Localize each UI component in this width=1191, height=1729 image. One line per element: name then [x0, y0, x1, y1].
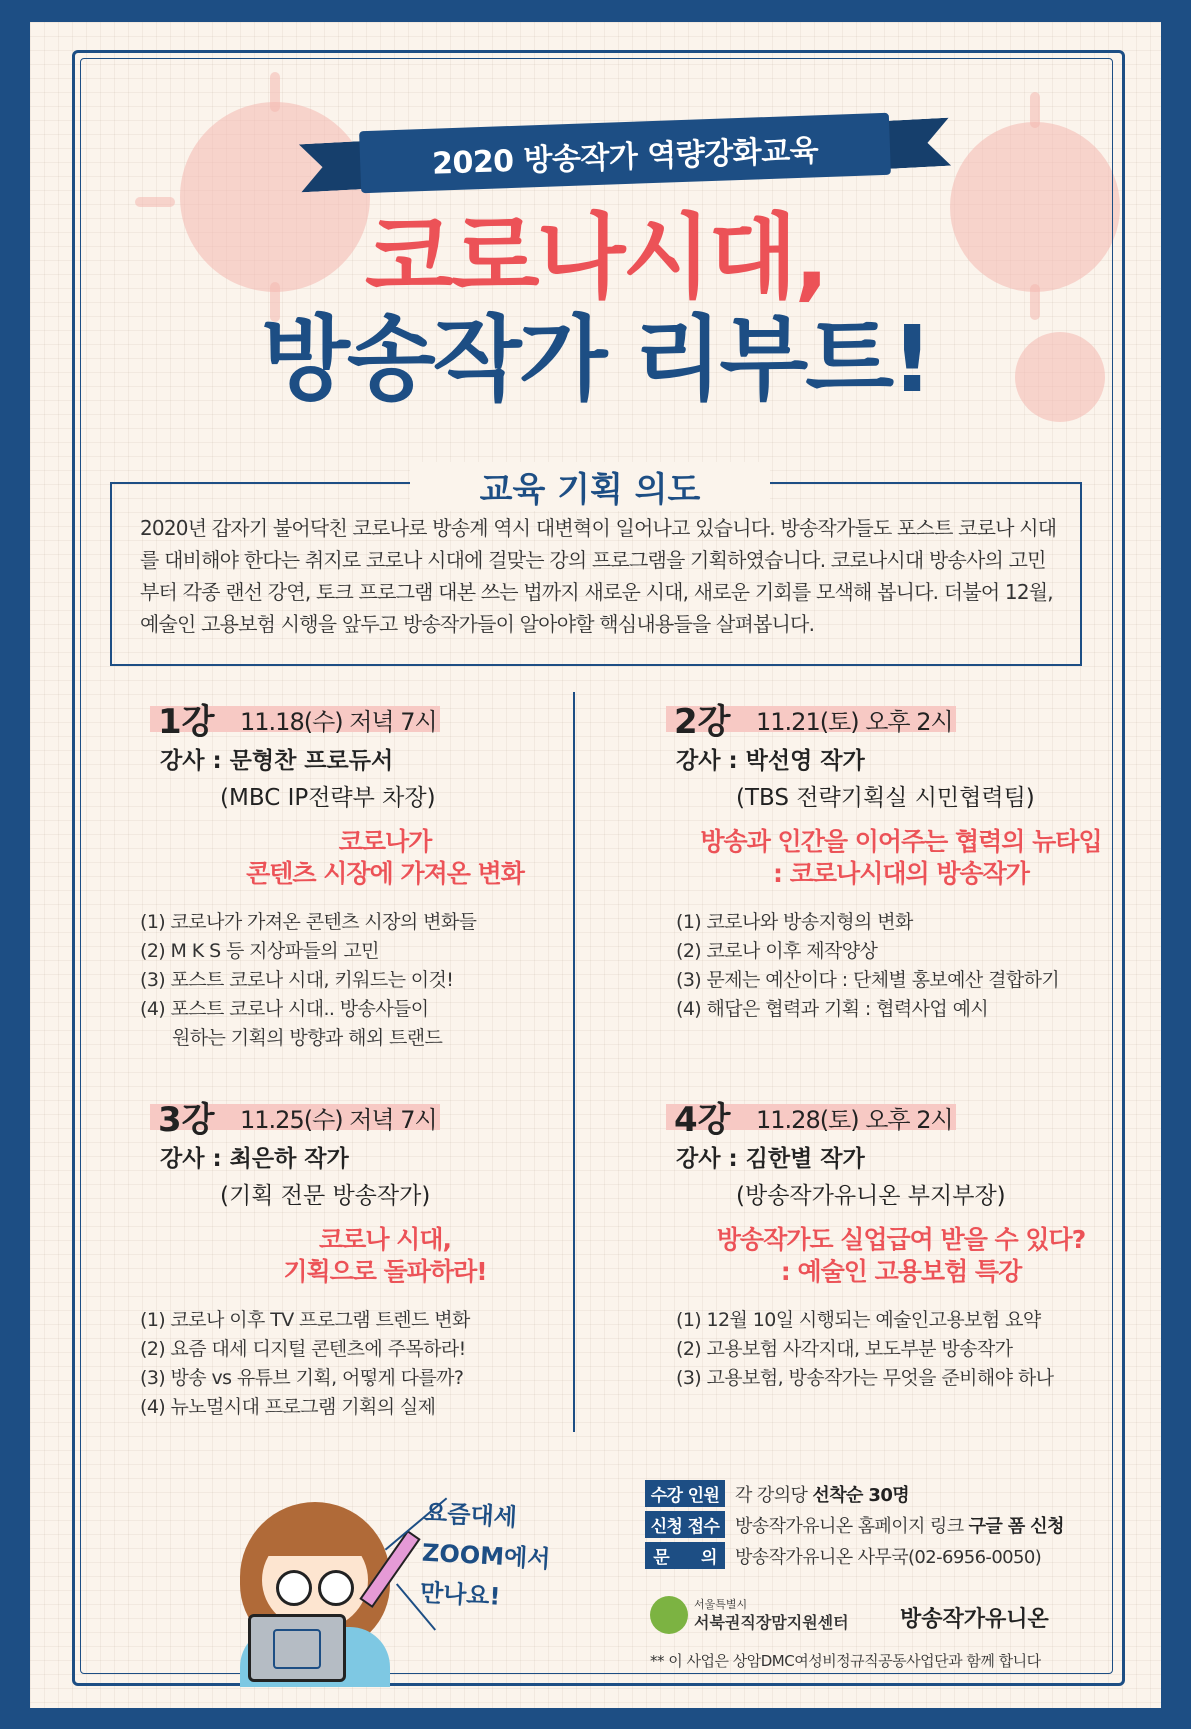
org1-logo-text — [694, 1596, 849, 1632]
lecturer: 강사 : 김한별 작가 — [676, 1146, 865, 1172]
list-item: (1) 코로나와 방송지형의 변화 — [676, 911, 913, 933]
info-apply — [645, 1511, 1125, 1542]
lecture-4 — [666, 1092, 1136, 1393]
main-title-line1: 코로나시대, — [364, 204, 827, 311]
list-item: (2) 요즘 대세 디지털 콘텐츠에 주목하라! — [140, 1338, 466, 1360]
list-item: (3) 문제는 예산이다 : 단체별 홍보예산 결합하기 — [676, 969, 1060, 991]
lecture-number: 3강 — [158, 1100, 215, 1140]
intent-heading: 교육 기획 의도 — [410, 462, 770, 511]
lecture-header — [150, 1092, 620, 1140]
lecture-date: 11.28(토) 오후 2시 — [756, 1106, 953, 1134]
list-item: (2) 고용보험 사각지대, 보도부분 방송작가 — [676, 1338, 1013, 1360]
lecture-header — [666, 1092, 1136, 1140]
lecturer-affiliation: (방송작가유니온 부지부장) — [736, 1183, 1006, 1209]
topic-line: 방송작가도 실업급여 받을 수 있다? — [716, 1225, 1086, 1254]
lecture-3 — [140, 1092, 620, 1422]
topic-line: 코로나가 — [338, 827, 432, 856]
glasses-icon — [276, 1570, 312, 1606]
list-item: 원하는 기획의 방향과 해외 트랜드 — [172, 1027, 443, 1049]
topic-line: 코로나 시대, — [319, 1225, 451, 1254]
org1-logo-icon — [650, 1596, 688, 1634]
contact-text: 방송작가유니온 사무국(02-6956-0050) — [735, 1547, 1042, 1568]
org1-small: 서울특별시 — [694, 1598, 748, 1611]
lecture-items — [140, 908, 620, 1053]
list-item: (2) M K S 등 지상파들의 고민 — [140, 940, 379, 962]
footnote: ** 이 사업은 상암DMC여성비정규직공동사업단과 함께 합니다 — [650, 1652, 1041, 1670]
topic-line: 콘텐츠 시장에 가져온 변화 — [246, 859, 524, 888]
lecture-topic — [666, 1224, 1136, 1288]
capacity-text: 각 강의당 — [735, 1485, 813, 1506]
zoom-line: 만나요! — [419, 1578, 502, 1611]
lecturer: 강사 : 최은하 작가 — [160, 1146, 349, 1172]
lecture-2 — [666, 694, 1136, 1024]
list-item: (2) 코로나 이후 제작양상 — [676, 940, 878, 962]
zoom-line: 요즘대세 — [423, 1498, 518, 1532]
apply-link[interactable]: 구글 폼 신청 — [968, 1516, 1064, 1537]
lecture-topic — [150, 1224, 620, 1288]
glasses-icon — [318, 1570, 354, 1606]
lecturer: 강사 : 박선영 작가 — [676, 748, 865, 774]
list-item: (3) 고용보험, 방송작가는 무엇을 준비해야 하나 — [676, 1367, 1054, 1389]
intent-text: 2020년 갑자기 불어닥친 코로나로 방송계 역시 대변혁이 일어나고 있습니다. 방송작가들도 포스트 코로나 시대를 대비해야 한다는 취지로 코로나 시대에 걸맞는 강의 프로그램을 기획하였습니다. 코로나시대 방송사의 고민부터 각종 랜선 강연, 토크 프로그램 대본 쓰는 법까지 새로운 시대, 새로운 기회를 모색해 봅니다. 더불어 12월, 예술인 고용보험 시행을 앞두고 방송작가들이 알아야할 핵심내용들을 살펴봅니다. — [140, 516, 1057, 636]
laptop-logo-icon — [273, 1629, 321, 1669]
poster — [30, 22, 1161, 1708]
info-contact — [645, 1542, 1125, 1573]
lecturer-affiliation: (MBC IP전략부 차장) — [220, 785, 436, 811]
apply-tag: 신청 접수 — [645, 1511, 725, 1538]
lecture-number: 2강 — [674, 702, 731, 742]
topic-line: : 코로나시대의 방송작가 — [773, 859, 1029, 888]
title-ribbon — [300, 110, 950, 202]
lecturer-affiliation: (기획 전문 방송작가) — [220, 1183, 431, 1209]
zoom-line: ZOOM에서 — [421, 1538, 552, 1574]
lecture-header — [666, 694, 1136, 742]
laptop-icon — [248, 1614, 346, 1682]
list-item: (4) 포스트 코로나 시대.. 방송사들이 — [140, 998, 429, 1020]
lecture-items — [676, 1306, 1136, 1393]
lecture-1 — [140, 694, 620, 1053]
main-title-line2: 방송작가 리부트! — [260, 306, 931, 413]
apply-text: 방송작가유니온 홈페이지 링크 — [735, 1516, 969, 1537]
contact-tag: 문 의 — [645, 1542, 725, 1569]
topic-line: : 예술인 고용보험 특강 — [780, 1257, 1022, 1286]
capacity-strong: 선착순 30명 — [812, 1485, 910, 1506]
list-item: (1) 12월 10일 시행되는 예술인고용보험 요약 — [676, 1309, 1041, 1331]
list-item: (3) 방송 vs 유튜브 기획, 어떻게 다를까? — [140, 1367, 464, 1389]
lecturer: 강사 : 문형찬 프로듀서 — [160, 748, 394, 774]
list-item: (4) 해답은 협력과 기획 : 협력사업 예시 — [676, 998, 989, 1020]
lecture-date: 11.25(수) 저녁 7시 — [240, 1106, 437, 1134]
lecture-topic — [666, 826, 1136, 890]
capacity-tag: 수강 인원 — [645, 1480, 725, 1507]
lecture-items — [140, 1306, 620, 1422]
lecture-date: 11.21(토) 오후 2시 — [756, 708, 953, 736]
sponsor-logos — [650, 1592, 1110, 1642]
topic-line: 기획으로 돌파하라! — [283, 1257, 487, 1286]
lecture-number: 4강 — [674, 1100, 731, 1140]
zoom-callout — [419, 1493, 554, 1620]
character-bangs — [258, 1514, 372, 1556]
list-item: (4) 뉴노멀시대 프로그램 기획의 실제 — [140, 1396, 436, 1418]
list-item: (1) 코로나 이후 TV 프로그램 트렌드 변화 — [140, 1309, 470, 1331]
topic-line: 방송과 인간을 이어주는 협력의 뉴타입 — [700, 827, 1102, 856]
lecture-date: 11.18(수) 저녁 7시 — [240, 708, 437, 736]
lecture-header — [150, 694, 620, 742]
registration-info — [645, 1480, 1125, 1573]
list-item: (1) 코로나가 가져온 콘텐츠 시장의 변화들 — [140, 911, 477, 933]
org1-name: 서북권직장맘지원센터 — [694, 1613, 849, 1632]
ribbon-text: 2020 방송작가 역량강화교육 — [431, 133, 819, 182]
lecturer-affiliation: (TBS 전략기획실 시민협력팀) — [736, 785, 1035, 811]
org2-logo: 방송작가유니온 — [900, 1607, 1049, 1632]
info-capacity — [645, 1480, 1125, 1511]
lecture-items — [676, 908, 1136, 1024]
list-item: (3) 포스트 코로나 시대, 키워드는 이것! — [140, 969, 454, 991]
lecture-number: 1강 — [158, 702, 215, 742]
lecture-topic — [150, 826, 620, 890]
